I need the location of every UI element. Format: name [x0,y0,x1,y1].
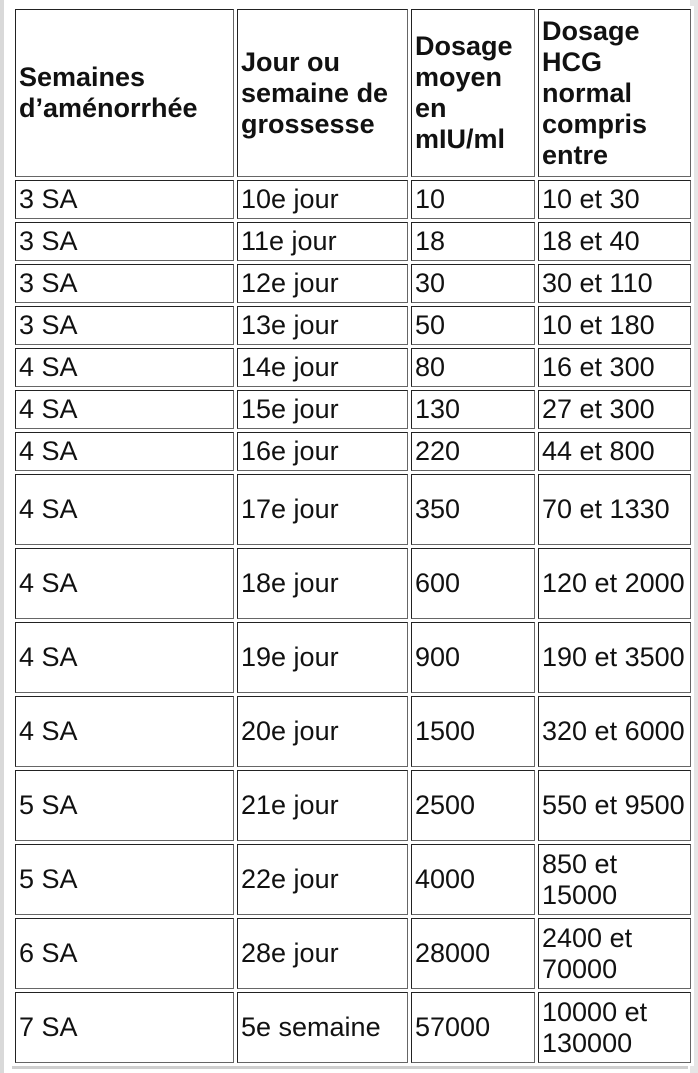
cell-normal-range: 16 et 300 [538,348,691,387]
header-day: Jour ou semaine de grossesse [237,9,408,177]
table-row [15,844,691,915]
cell-normal-range: 120 et 2000 [538,548,691,619]
table-row [15,390,691,429]
cell-normal-range: 850 et 15000 [538,844,691,915]
cell-normal-range: 10 et 180 [538,306,691,345]
cell-day: 11e jour [237,222,408,261]
hcg-table [12,6,694,1066]
cell-day: 10e jour [237,180,408,219]
cell-average-dose: 1500 [411,696,535,767]
cell-average-dose: 350 [411,474,535,545]
cell-weeks: 5 SA [15,844,234,915]
cell-weeks: 5 SA [15,770,234,841]
cell-normal-range: 44 et 800 [538,432,691,471]
cell-normal-range: 70 et 1330 [538,474,691,545]
cell-day: 13e jour [237,306,408,345]
cell-day: 20e jour [237,696,408,767]
cell-weeks: 4 SA [15,432,234,471]
cell-average-dose: 18 [411,222,535,261]
table-row [15,992,691,1063]
cell-day: 5e semaine [237,992,408,1063]
cell-day: 12e jour [237,264,408,303]
cell-average-dose: 57000 [411,992,535,1063]
table-row [15,306,691,345]
cell-weeks: 3 SA [15,180,234,219]
table-row [15,264,691,303]
cell-normal-range: 320 et 6000 [538,696,691,767]
cell-weeks: 4 SA [15,348,234,387]
table-row [15,770,691,841]
cell-day: 17e jour [237,474,408,545]
cell-normal-range: 10000 et 130000 [538,992,691,1063]
cell-average-dose: 28000 [411,918,535,989]
cell-normal-range: 550 et 9500 [538,770,691,841]
cell-normal-range: 27 et 300 [538,390,691,429]
cell-weeks: 4 SA [15,548,234,619]
cell-weeks: 4 SA [15,622,234,693]
cell-weeks: 7 SA [15,992,234,1063]
cell-normal-range: 18 et 40 [538,222,691,261]
table-row [15,348,691,387]
cell-weeks: 4 SA [15,474,234,545]
cell-average-dose: 900 [411,622,535,693]
cell-day: 21e jour [237,770,408,841]
cell-weeks: 3 SA [15,264,234,303]
table-row [15,474,691,545]
cell-day: 15e jour [237,390,408,429]
cell-normal-range: 190 et 3500 [538,622,691,693]
cell-weeks: 6 SA [15,918,234,989]
cell-average-dose: 10 [411,180,535,219]
table-row [15,622,691,693]
cell-day: 16e jour [237,432,408,471]
cell-day: 18e jour [237,548,408,619]
table-row [15,548,691,619]
cell-average-dose: 80 [411,348,535,387]
cell-average-dose: 2500 [411,770,535,841]
cell-weeks: 4 SA [15,696,234,767]
cell-day: 14e jour [237,348,408,387]
header-weeks: Semaines d’aménorrhée [15,9,234,177]
table-row [15,222,691,261]
cell-average-dose: 50 [411,306,535,345]
cell-day: 19e jour [237,622,408,693]
cell-normal-range: 10 et 30 [538,180,691,219]
cell-day: 28e jour [237,918,408,989]
cell-average-dose: 130 [411,390,535,429]
cell-average-dose: 600 [411,548,535,619]
cell-normal-range: 2400 et 70000 [538,918,691,989]
bottom-divider [12,1066,688,1069]
cell-average-dose: 220 [411,432,535,471]
cell-normal-range: 30 et 110 [538,264,691,303]
table-row [15,180,691,219]
left-edge [0,0,4,1073]
table-row [15,432,691,471]
cell-weeks: 3 SA [15,222,234,261]
cell-weeks: 3 SA [15,306,234,345]
cell-average-dose: 30 [411,264,535,303]
cell-day: 22e jour [237,844,408,915]
header-normal-range: Dosage HCG normal compris entre [538,9,691,177]
cell-weeks: 4 SA [15,390,234,429]
table-row [15,696,691,767]
table-row [15,918,691,989]
cell-average-dose: 4000 [411,844,535,915]
header-row [15,9,691,177]
header-average-dose: Dosage moyen en mIU/ml [411,9,535,177]
